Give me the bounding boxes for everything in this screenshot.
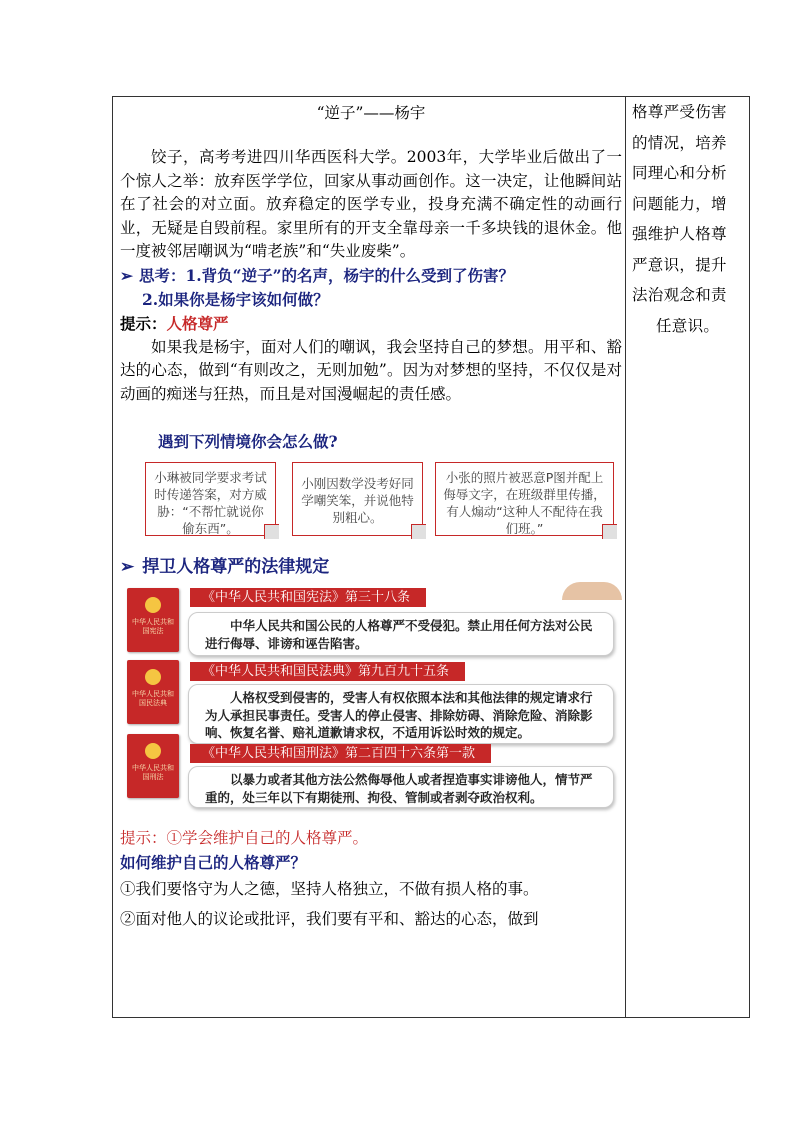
law-text: 以暴力或者其他方法公然侮辱他人或者捏造事实诽谤他人，情节严重的，处三年以下有期徒刑、拘役、管制或者剥夺政治权利。 [188,766,614,808]
hands-image [562,582,622,600]
content-column [120,97,622,934]
scenario-heading: 遇到下列情境你会怎么做? [158,432,338,451]
constitution-book-image [127,588,179,652]
story-paragraph: 饺子，高考考进四川华西医科大学。2003年，大学毕业后做出了一个惊人之举：放弃医学学位，回家从事动画创作。这一决定，让他瞬间站在了社会的对立面。放弃稳定的医学专业，投身充满不确定性的动画行业，无疑是自毁前程。家里所有的开支全靠母亲一千多块钱的退休金。他一度被邻居嘲讽为“啃老族”和“失业废柴”。 [120,148,622,260]
book-cover-text: 中华人民共和国宪法 [132,618,174,635]
page-curl-icon [602,524,617,539]
goal-line: 法治观念和责 [632,286,727,304]
think-question-2: 2.如果你是杨宇该如何做？ [142,289,329,309]
point-1: ①我们要恪守为人之德，坚持人格独立，不做有损人格的事。 [120,880,539,898]
lesson-table [112,96,750,1018]
goal-line: 格尊严受伤害 [632,103,727,121]
goal-line: 的情况，培养 [632,133,727,152]
law-text: 人格权受到侵害的，受害人有权依照本法和其他法律的规定请求行为人承担民事责任。受害人的停止侵害、排除妨碍、消除危险、消除影响、恢复名誉、赔礼道歉请求权，不适用诉讼时效的规定。 [188,684,614,744]
goal-line: 同理心和分析 [632,164,727,182]
page-curl-icon [411,524,426,539]
law-title: 《中华人民共和国宪法》第三十八条 [190,588,426,607]
scenario-cards [120,462,622,554]
howto-heading: 如何维护自己的人格尊严？ [120,853,307,872]
scenario-card-text: 小刚因数学没考好同学嘲笑笨，并说他特别粗心。 [301,476,414,525]
think-q1-text: 思考：1.背负“逆子”的名声，杨宇的什么受到了伤害？ [139,265,515,285]
arrow-icon: ➢ [120,265,133,285]
answer-paragraph: 如果我是杨宇，面对人们的嘲讽，我会坚持自己的梦想。用平和、豁达的心态，做到“有则改之，无则加勉”。因为对梦想的坚持，不仅仅是对动画的痴迷与狂热，而且是对国漫崛起的责任感。 [120,337,622,403]
goal-line: 任意识。 [656,316,720,335]
hint-answer: 人格尊严 [166,313,229,333]
hint-2: 提示：①学会维护自己的人格尊严。 [120,829,369,847]
book-cover-text: 中华人民共和国民法典 [132,690,174,707]
emblem-icon [145,597,161,613]
column-divider [625,97,626,1017]
scenario-card-text: 小张的照片被恶意P图并配上侮辱文字，在班级群里传播，有人煽动“这种人不配待在我们班。” [443,470,606,536]
law-title: 《中华人民共和国刑法》第二百四十六条第一款 [190,744,491,763]
scenario-card [292,462,423,536]
hint-label: 提示： [120,313,167,333]
law-title: 《中华人民共和国民法典》第九百九十五条 [190,662,465,681]
scenario-card [435,462,614,536]
page-curl-icon [264,524,279,539]
think-question-1 [120,264,622,288]
point-2: ②面对他人的议论或批评，我们要有平和、豁达的心态，做到 [120,910,539,928]
goal-line: 问题能力，增 [632,194,727,213]
emblem-icon [145,743,161,759]
criminal-law-book-image [127,734,179,798]
scenario-card [145,462,276,536]
civil-code-book-image [127,660,179,724]
law-heading [120,554,622,580]
goal-line: 强维护人格尊 [632,225,727,243]
arrow-icon: ➢ [120,557,135,577]
hint-line [120,312,622,336]
goal-line: 严意识，提升 [632,255,727,274]
emblem-icon [145,669,161,685]
law-text: 中华人民共和国公民的人格尊严不受侵犯。禁止用任何方法对公民进行侮辱、诽谤和诬告陷害。 [188,612,614,656]
story-title: “逆子”——杨宇 [316,104,426,122]
law-heading-text: 捍卫人格尊严的法律规定 [142,557,330,577]
law-panel [120,582,622,805]
goals-column [632,97,744,341]
scenario-card-text: 小琳被同学要求考试时传递答案，对方威胁：“不帮忙就说你偷东西”。 [154,470,267,536]
book-cover-text: 中华人民共和国刑法 [132,764,174,781]
